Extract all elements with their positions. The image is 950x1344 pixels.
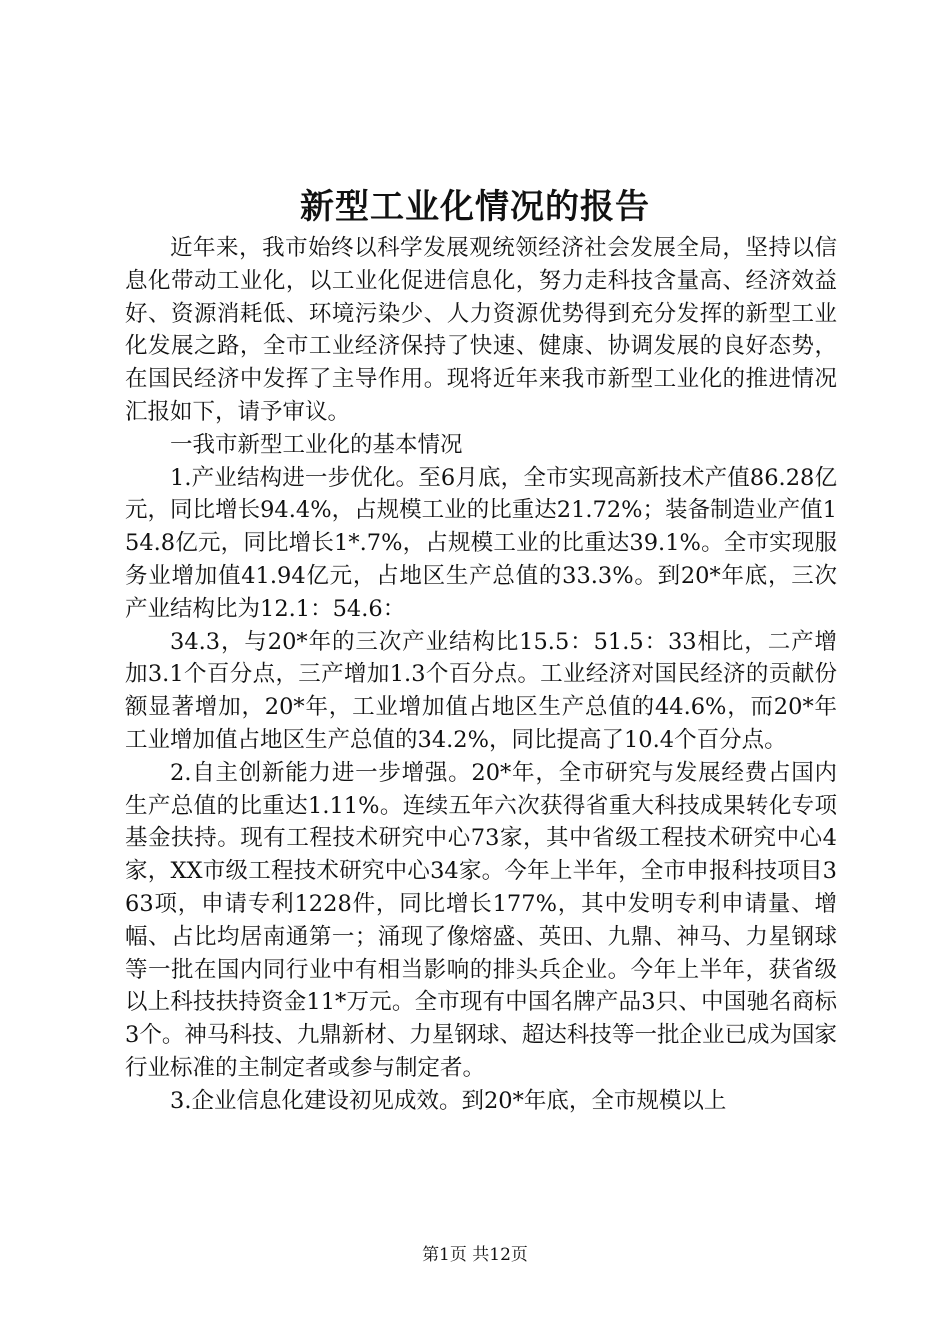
document-title: 新型工业化情况的报告 bbox=[300, 187, 650, 227]
section-heading: 一我市新型工业化的基本情况 bbox=[170, 431, 463, 458]
paragraph-industry-ratio: 34.3，与20*年的三次产业结构比15.5：51.5：33相比，二产增加3.1个百分点，三产增加1.3个百分点。工业经济对国民经济的贡献份额显著增加，20*年，工业增加值占地区生产总值的44.6%，而20*年工业增加值占地区生产总值的34.2%，同比提高了10.4个百分点。 bbox=[125, 628, 837, 753]
document-body bbox=[125, 232, 837, 1118]
paragraph-informatization: 3.企业信息化建设初见成效。到20*年底，全市规模以上 bbox=[170, 1087, 727, 1114]
paragraph-intro: 近年来，我市始终以科学发展观统领经济社会发展全局，坚持以信息化带动工业化，以工业化促进信息化，努力走科技含量高、经济效益好、资源消耗低、环境污染少、人力资源优势得到充分发挥的新型工业化发展之路，全市工业经济保持了快速、健康、协调发展的良好态势，在国民经济中发挥了主导作用。现将近年来我市新型工业化的推进情况汇报如下，请予审议。 bbox=[125, 235, 837, 425]
paragraph-industry-structure: 1.产业结构进一步优化。至6月底，全市实现高新技术产值86.28亿元，同比增长94.4%，占规模工业的比重达21.72%；装备制造业产值154.8亿元，同比增长1*.7%，占规模工业的比重达39.1%。全市实现服务业增加值41.94亿元，占地区生产总值的33.3%。到20*年底，三次产业结构比为12.1：54.6： bbox=[125, 464, 837, 622]
paragraph-innovation: 2.自主创新能力进一步增强。20*年，全市研究与发展经费占国内生产总值的比重达1.11%。连续五年六次获得省重大科技成果转化专项基金扶持。现有工程技术研究中心73家，其中省级工程技术研究中心4家，XX市级工程技术研究中心34家。今年上半年，全市申报科技项目363项，申请专利1228件，同比增长177%，其中发明专利申请量、增幅、占比均居南通第一；涌现了像熔盛、英田、九鼎、神马、力星钢球等一批在国内同行业中有相当影响的排头兵企业。今年上半年，获省级以上科技扶持资金11*万元。全市现有中国名牌产品3只、中国驰名商标3个。神马科技、九鼎新材、力星钢球、超达科技等一批企业已成为国家行业标准的主制定者或参与制定者。 bbox=[125, 759, 837, 1081]
page-number-footer: 第1页 共12页 bbox=[422, 1245, 528, 1265]
